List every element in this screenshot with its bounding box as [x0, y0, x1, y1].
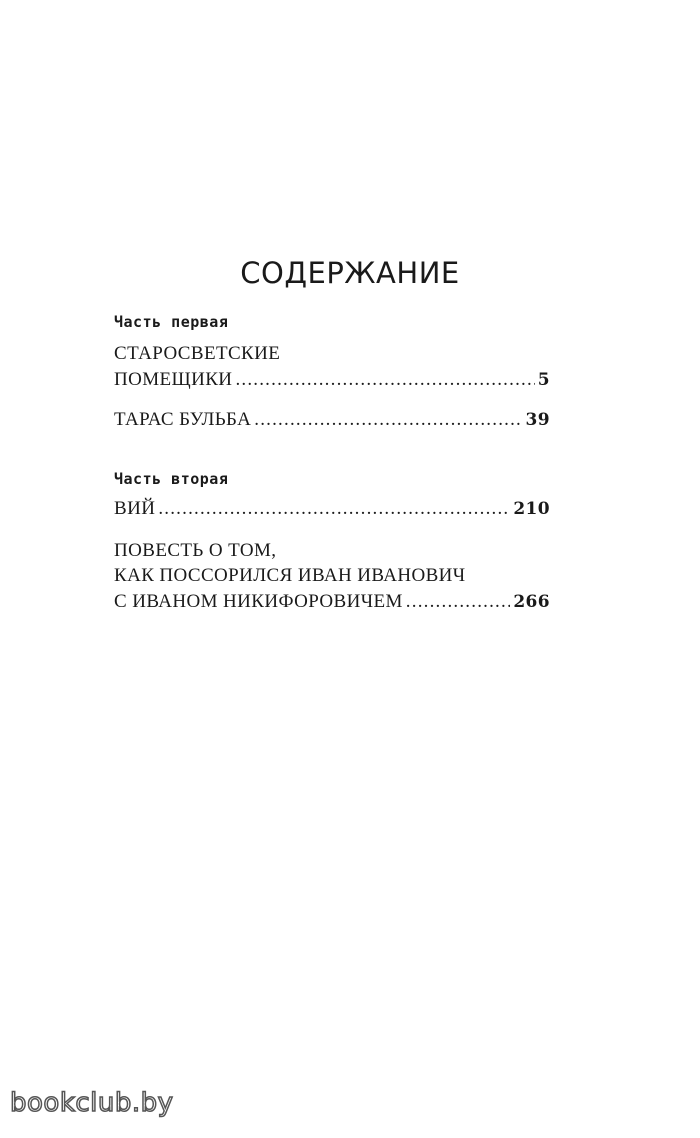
toc-title: СОДЕРЖАНИЕ	[240, 256, 460, 290]
toc-entry-line: КАК ПОССОРИЛСЯ ИВАН ИВАНОВИЧ	[114, 565, 466, 586]
dot-leader	[158, 498, 510, 520]
toc-entry-line: С ИВАНОМ НИКИФОРОВИЧЕМ	[114, 591, 403, 612]
page-number: 39	[525, 410, 550, 430]
toc-entry-viy[interactable]	[114, 498, 550, 520]
dot-leader	[406, 591, 511, 613]
toc-entry-line: ПОМЕЩИКИ	[114, 369, 233, 390]
dot-leader	[254, 409, 522, 431]
page-number: 266	[513, 592, 550, 612]
toc-entry-line: ТАРАС БУЛЬБА	[114, 409, 252, 430]
toc-entry-taras-bulba[interactable]	[114, 409, 550, 431]
page-number: 210	[513, 499, 550, 519]
toc-entry-povest[interactable]	[114, 591, 550, 613]
dot-leader	[235, 369, 534, 391]
toc-entry-line: ПОВЕСТЬ О ТОМ,	[114, 540, 277, 561]
site-watermark: bookclub.by	[10, 1088, 174, 1118]
page-number: 5	[537, 370, 550, 390]
toc-entry-line: ВИЙ	[114, 498, 156, 519]
toc-entry-starosvetskie[interactable]	[114, 369, 550, 391]
part-heading-first: Часть первая	[114, 313, 229, 331]
toc-entry-line: СТАРОСВЕТСКИЕ	[114, 343, 281, 364]
part-heading-second: Часть вторая	[114, 470, 229, 488]
